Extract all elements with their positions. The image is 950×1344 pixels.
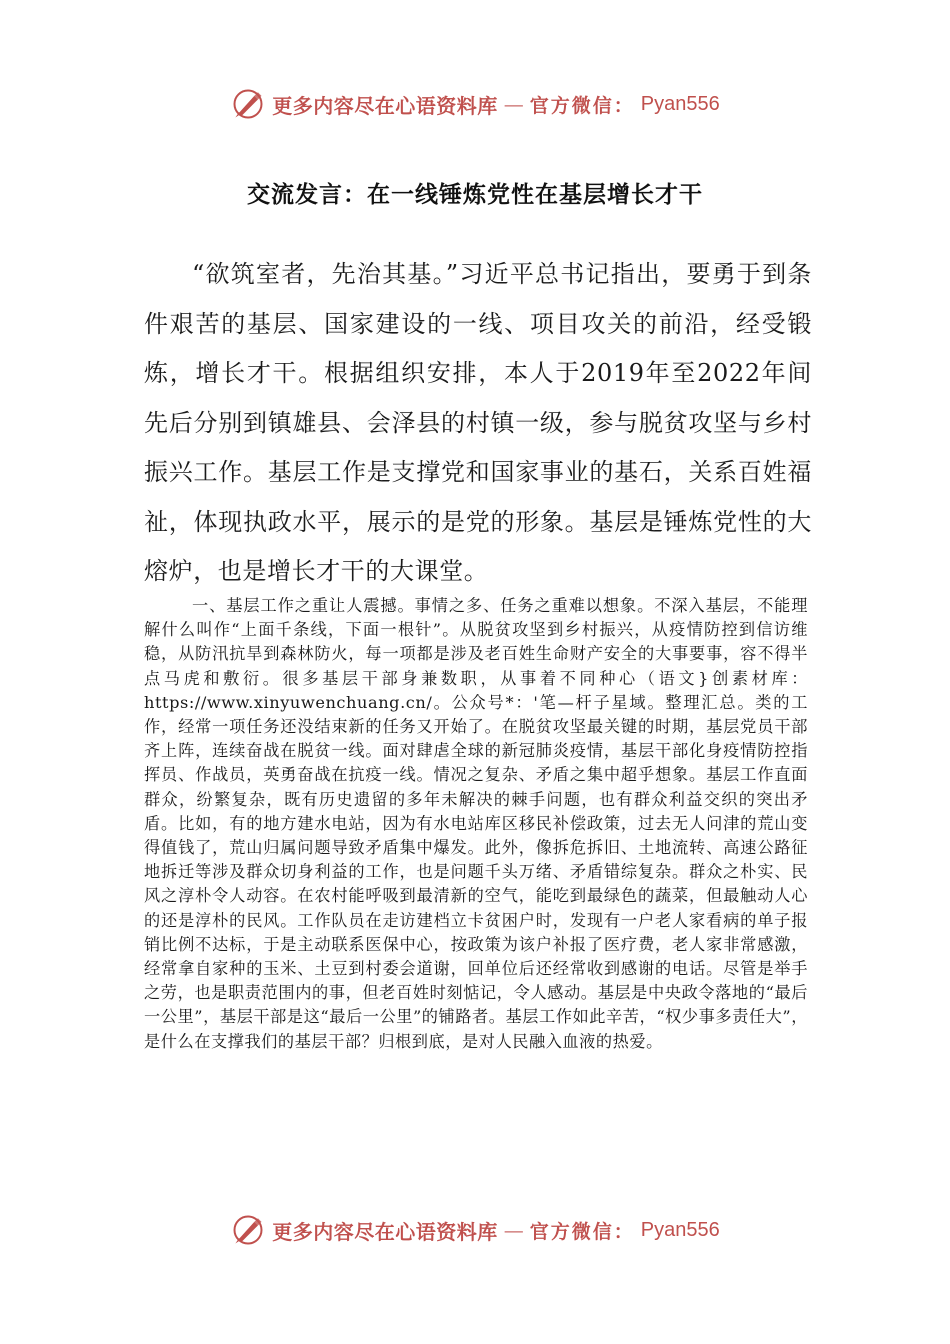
watermark-separator: — <box>503 1218 524 1242</box>
header-watermark <box>0 82 950 126</box>
watermark-wechat-id: Pyan556 <box>640 1218 720 1241</box>
watermark-label: 官方微信： <box>529 94 635 117</box>
footer-watermark <box>0 1208 950 1252</box>
section-one-paragraph: 一、基层工作之重让人震撼。事情之多、任务之重难以想象。不深入基层，不能理解什么叫作“上面千条线，下面一根针”。从脱贫攻坚到乡村振兴，从疫情防控到信访维稳，从防汛抗旱到森林防火，每一项都是涉及老百姓生命财产安全的大事要事，容不得半点马虎和敷衍。很多基层干部身兼数职，从事着不同种心（语文}创素材库：https://www.xinyuwenchuang.cn/。公众号*：'笔—杆子星域。整理汇总。类的工作，经常一项任务还没结束新的任务又开始了。在脱贫攻坚最关键的时期，基层党员干部齐上阵，连续奋战在脱贫一线。面对肆虐全球的新冠肺炎疫情，基层干部化身疫情防控指挥员、作战员，英勇奋战在抗疫一线。情况之复杂、矛盾之集中超乎想象。基层工作直面群众，纷繁复杂，既有历史遗留的多年未解决的棘手问题，也有群众利益交织的突出矛盾。比如，有的地方建水电站，因为有水电站库区移民补偿政策，过去无人问津的荒山变得值钱了，荒山归属问题导致矛盾集中爆发。此外，像拆危拆旧、土地流转、高速公路征地拆迁等涉及群众切身利益的工作，也是问题千头万绪、矛盾错综复杂。群众之朴实、民风之淳朴令人动容。在农村能呼吸到最清新的空气，能吃到最绿色的蔬菜，但最触动人心的还是淳朴的民风。工作队员在走访建档立卡贫困户时，发现有一户老人家看病的单子报销比例不达标，于是主动联系医保中心，按政策为该户补报了医疗费，老人家非常感激，经常拿自家种的玉米、土豆到村委会道谢，回单位后还经常收到感谢的电话。尽管是举手之劳，也是职责范围内的事，但老百姓时刻惦记，令人感动。基层是中央政令落地的“最后一公里”，基层干部是这“最后一公里”的铺路者。基层工作如此辛苦，“权少事多责任大”，是什么在支撑我们的基层干部？归根到底，是对人民融入血液的热爱。 <box>144 596 808 1051</box>
pen-nib-logo-icon <box>230 1212 266 1248</box>
watermark-label: 官方微信： <box>529 1220 635 1243</box>
watermark-separator: — <box>503 92 524 116</box>
lead-paragraph: “欲筑室者，先治其基。”习近平总书记指出，要勇于到条件艰苦的基层、国家建设的一线、项目攻关的前沿，经受锻炼，增长才干。根据组织安排，本人于2019年至2022年间先后分别到镇雄县、会泽县的村镇一级，参与脱贫攻坚与乡村振兴工作。基层工作是支撑党和国家事业的基石，关系百姓福祉，体现执政水平，展示的是党的形象。基层是锤炼党性的大熔炉，也是增长才干的大课堂。 <box>144 260 812 585</box>
watermark-wechat-id: Pyan556 <box>640 92 720 115</box>
pen-nib-logo-icon <box>230 86 266 122</box>
watermark-text: 更多内容尽在心语资料库 <box>272 93 498 118</box>
watermark-text: 更多内容尽在心语资料库 <box>272 1219 498 1244</box>
document-title: 交流发言：在一线锤炼党性在基层增长才干 <box>247 182 703 208</box>
